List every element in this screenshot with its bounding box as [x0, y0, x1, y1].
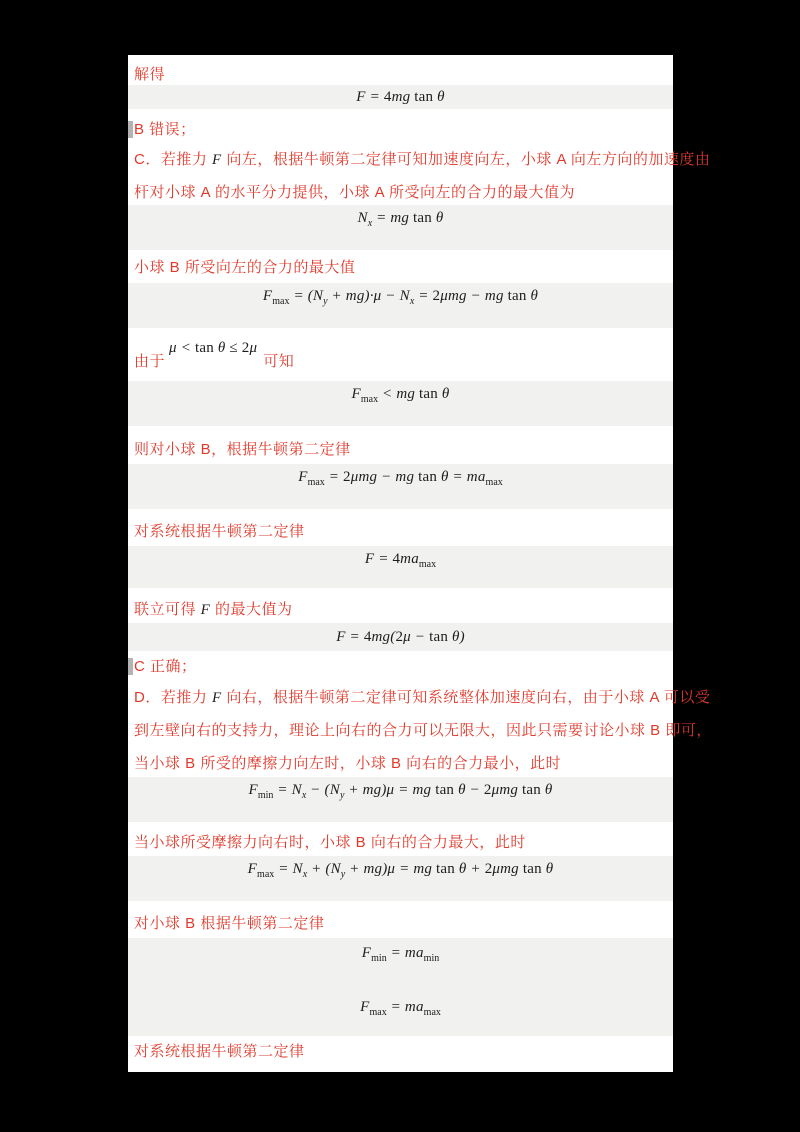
math-formula: $N_x$ = mg tan θ	[357, 210, 444, 229]
text-segment: D．若推力	[134, 689, 213, 706]
solution-text-line	[128, 440, 673, 460]
solution-text-line	[128, 688, 711, 708]
formula-band	[128, 205, 673, 250]
text-segment: 联立可得	[134, 601, 201, 618]
math-formula: F = 4mg(2μ − tan θ)	[336, 629, 465, 645]
solution-text-line	[128, 754, 673, 774]
text-segment: 对小球 B 根据牛顿第二定律	[134, 915, 325, 932]
math-variable: F	[200, 602, 211, 618]
formula-band	[128, 283, 673, 328]
document-body	[128, 65, 712, 1062]
text-segment: C 正确；	[134, 658, 197, 675]
formula-band	[128, 623, 673, 651]
solution-text-line	[128, 183, 673, 203]
math-formula: $F = 4ma_{max}$	[364, 551, 437, 570]
solution-text-line	[128, 258, 673, 278]
text-segment: 当小球 B 所受的摩擦力向左时，小球 B 向右的合力最小，此时	[134, 755, 562, 772]
solution-text-line	[128, 150, 711, 170]
math-formula: F = 4mg tan θ	[356, 89, 445, 105]
math-formula: $F_{max} = ma_{max}$	[360, 999, 441, 1018]
math-formula: $F_{min} = N_x - (N_y + mg)\mu$ = mg tan θ − 2μmg tan θ	[248, 782, 553, 801]
text-segment: 向右，根据牛顿第二定律可知系统整体加速度向右，由于小球 A 可以受	[221, 689, 711, 706]
text-segment: 的最大值为	[210, 601, 293, 618]
text-segment: 对系统根据牛顿第二定律	[134, 523, 305, 540]
document-page	[128, 55, 712, 1072]
formula-band	[128, 85, 673, 109]
math-variable: F	[212, 690, 222, 706]
formula-band	[128, 777, 673, 822]
text-segment: 杆对小球 A 的水平分力提供，小球 A 所受向左的合力的最大值为	[134, 184, 576, 201]
solution-text-line	[128, 1042, 673, 1062]
math-formula: $F_{max}$ < mg tan θ	[351, 386, 450, 405]
math-formula: $F_{max} = N_x + (N_y + mg)\mu$ = mg tan θ + 2μmg tan θ	[247, 861, 554, 880]
formula-band	[128, 938, 673, 1036]
formula-band	[128, 464, 673, 509]
formula-band	[128, 381, 673, 426]
solution-text-line	[128, 657, 673, 677]
text-segment: 小球 B 所受向左的合力的最大值	[134, 259, 356, 276]
solution-text-line	[128, 721, 712, 741]
text-segment: B 错误；	[134, 121, 196, 138]
formula-band	[128, 546, 673, 588]
solution-text-line	[128, 600, 673, 620]
formula-band	[128, 856, 673, 901]
text-segment: 由于	[134, 353, 166, 370]
solution-text-line	[128, 120, 673, 140]
text-segment: 解得	[134, 66, 166, 83]
solution-text-line	[128, 833, 673, 853]
solution-text-line	[128, 522, 673, 542]
solution-text-line	[128, 338, 673, 372]
text-segment: 则对小球 B，根据牛顿第二定律	[134, 441, 351, 458]
solution-text-line	[128, 65, 673, 85]
text-segment: 当小球所受摩擦力向右时，小球 B 向右的合力最大，此时	[134, 834, 526, 851]
math-formula: $F_{max} = 2\mu mg$ − mg $\tan \theta = ma_{max}$	[298, 469, 503, 488]
text-segment: 到左壁向右的支持力，理论上向右的合力可以无限大，因此只需要讨论小球 B 即可，	[134, 722, 712, 739]
text-segment: 向左，根据牛顿第二定律可知加速度向左，小球 A 向左方向的加速度由	[221, 151, 711, 168]
solution-text-line	[128, 914, 673, 934]
inline-math-formula: μ < tan θ ≤ 2μ	[169, 340, 258, 356]
math-variable: F	[212, 152, 222, 168]
math-formula: $F_{max} = (N_y + mg)\cdot\mu - N_x = 2\mu mg$ − mg tan θ	[262, 288, 539, 307]
text-segment: 可知	[263, 353, 295, 370]
math-formula: $F_{min} = ma_{min}$	[361, 945, 440, 964]
text-segment: C．若推力	[134, 151, 213, 168]
text-segment: 对系统根据牛顿第二定律	[134, 1043, 305, 1060]
